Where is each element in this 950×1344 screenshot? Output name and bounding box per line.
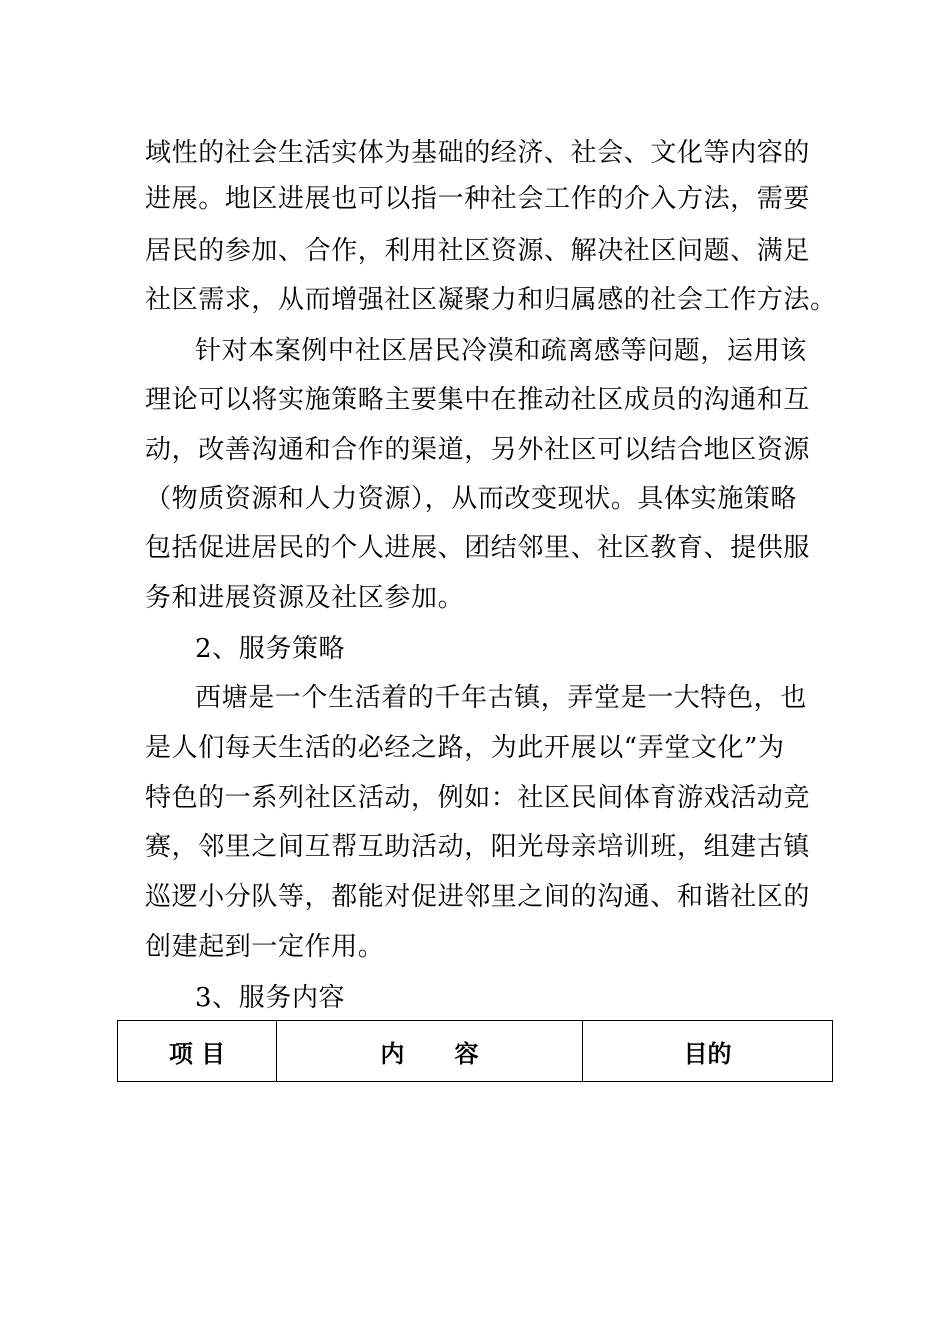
paragraph-3-line-1: 西塘是一个生活着的千年古镇，弄堂是一大特色，也 [195,683,807,713]
paragraph-1-line-4: 社区需求，从而增强社区凝聚力和归属感的社会工作方法。 [145,285,837,315]
paragraph-2-line-2: 理论可以将实施策略主要集中在推动社区成员的沟通和互 [145,385,811,415]
paragraph-1-line-2: 进展。地区进展也可以指一种社会工作的介入方法，需要 [145,184,811,214]
paragraph-3-line-5: 巡逻小分队等，都能对促进邻里之间的沟通、和谐社区的 [145,882,811,912]
paragraph-3-line-2: 是人们每天生活的必经之路，为此开展以“弄堂文化”为 [145,733,785,763]
table-header-item: 项 目 [118,1021,277,1081]
service-content-table [117,1020,833,1082]
table-header-content: 内 容 [277,1021,583,1081]
table-header-purpose: 目的 [683,1038,732,1068]
paragraph-3-line-4: 赛，邻里之间互帮互助活动，阳光母亲培训班，组建古镇 [145,832,811,862]
paragraph-2-line-1: 针对本案例中社区居民冷漠和疏离感等问题，运用该 [195,336,807,366]
paragraph-2-line-5: 包括促进居民的个人进展、团结邻里、社区教育、提供服 [145,533,811,563]
paragraph-1-line-3: 居民的参加、合作，利用社区资源、解决社区问题、满足 [145,236,811,266]
paragraph-3-line-3: 特色的一系列社区活动，例如：社区民间体育游戏活动竞 [145,783,811,813]
section-heading-service-content: 3、服务内容 [195,983,346,1013]
paragraph-3-line-6: 创建起到一定作用。 [145,932,385,962]
paragraph-2-line-3: 动，改善沟通和合作的渠道，另外社区可以结合地区资源 [145,435,811,465]
paragraph-2-line-4: （物质资源和人力资源），从而改变现状。具体实施策略 [145,484,798,514]
paragraph-1-line-1: 域性的社会生活实体为基础的经济、社会、文化等内容的 [145,138,811,168]
paragraph-2-line-6: 务和进展资源及社区参加。 [145,583,465,613]
section-heading-service-strategy: 2、服务策略 [195,634,346,664]
